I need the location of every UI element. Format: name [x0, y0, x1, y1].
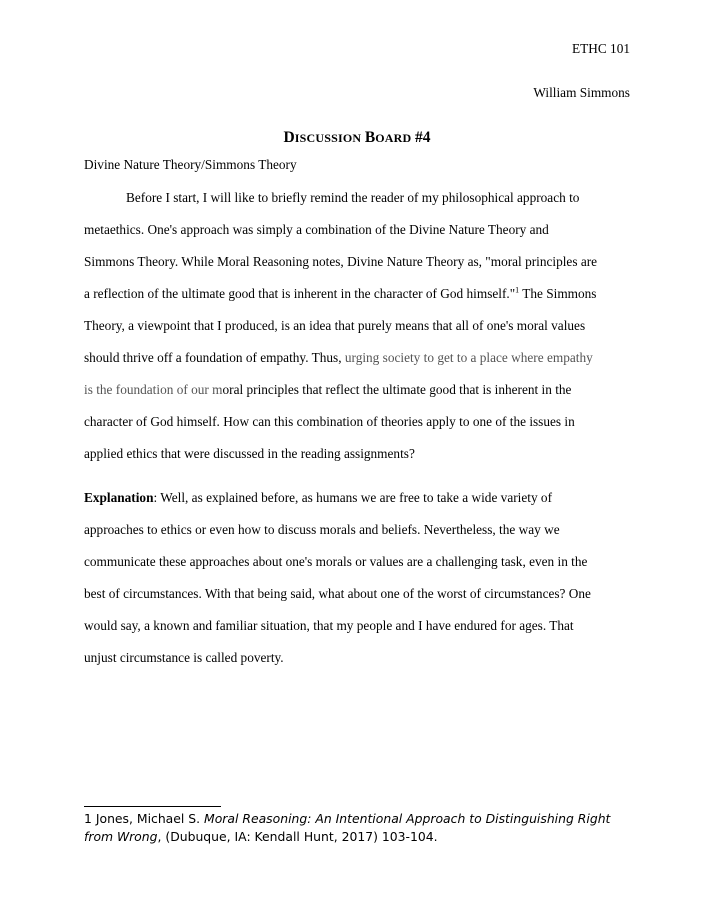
para2-line-1-text: : Well, as explained before, as humans we are free to take a wide variety of [153, 490, 552, 505]
para2-line-3: communicate these approaches about one's morals or values are a challenging task, even in the [84, 554, 588, 569]
footnote-publication: , (Dubuque, IA: Kendall Hunt, 2017) 103-104. [157, 829, 438, 844]
title-cap-b: B [364, 129, 376, 146]
page-title [0, 129, 714, 147]
footnote-line-1 [84, 810, 610, 828]
para1-line-6b: urging society to get to a place where empathy [344, 350, 593, 365]
para1-line-2: metaethics. One's approach was simply a combination of the Divine Nature Theory and [84, 222, 549, 237]
footnote-book-title-2: from Wrong [84, 829, 158, 844]
footnote-author: Jones, Michael S. [91, 811, 205, 826]
para1-line-7b: oral principles that reflect the ultimate good that is inherent in the [222, 382, 572, 397]
footnote-line-2 [84, 828, 438, 846]
explanation-label: Explanation [84, 490, 154, 505]
para1-line-4b: The Simmons [519, 286, 597, 301]
para2-line-4: best of circumstances. With that being said, what about one of the worst of circumstances? One [84, 586, 591, 601]
author-name: William Simmons [533, 85, 630, 100]
para1-line-4a: a reflection of the ultimate good that is inherent in the character of God himself." [84, 286, 516, 301]
para1-line-8: character of God himself. How can this combination of theories apply to one of the issues in [84, 414, 575, 429]
para1-line-1: Before I start, I will like to briefly remind the reader of my philosophical approach to [126, 190, 580, 205]
para1-line-7a: is the foundation of our m [84, 382, 223, 397]
para1-line-5: Theory, a viewpoint that I produced, is an idea that purely means that all of one's moral values [84, 318, 586, 333]
para2-line-5: would say, a known and familiar situation, that my people and I have endured for ages. That [84, 618, 574, 633]
subtitle: Divine Nature Theory/Simmons Theory [84, 157, 297, 172]
course-code: ETHC 101 [572, 41, 630, 56]
para1-line-7 [84, 382, 571, 398]
para1-line-4 [84, 286, 596, 302]
title-oard: OARD [375, 131, 412, 145]
para1-line-6a: should thrive off a foundation of empathy. Thus, [84, 350, 345, 365]
footnote-separator [84, 806, 221, 807]
para2-line-1 [84, 490, 552, 506]
para1-line-6 [84, 350, 593, 366]
footnote-ref[interactable]: 1 [515, 285, 520, 295]
para1-line-3: Simmons Theory. While Moral Reasoning notes, Divine Nature Theory as, "moral principles are [84, 254, 598, 269]
footnote-book-title-1: Moral Reasoning: An Intentional Approach to Distinguishing Right [204, 811, 611, 826]
title-iscussion: ISCUSSION [294, 131, 362, 145]
title-number: #4 [414, 129, 431, 146]
para2-line-6: unjust circumstance is called poverty. [84, 650, 284, 665]
para2-line-2: approaches to ethics or even how to discuss morals and beliefs. Nevertheless, the way we [84, 522, 560, 537]
title-cap-d: D [283, 129, 295, 146]
footnote-number: 1 [84, 811, 92, 826]
para1-line-9: applied ethics that were discussed in the reading assignments? [84, 446, 415, 461]
